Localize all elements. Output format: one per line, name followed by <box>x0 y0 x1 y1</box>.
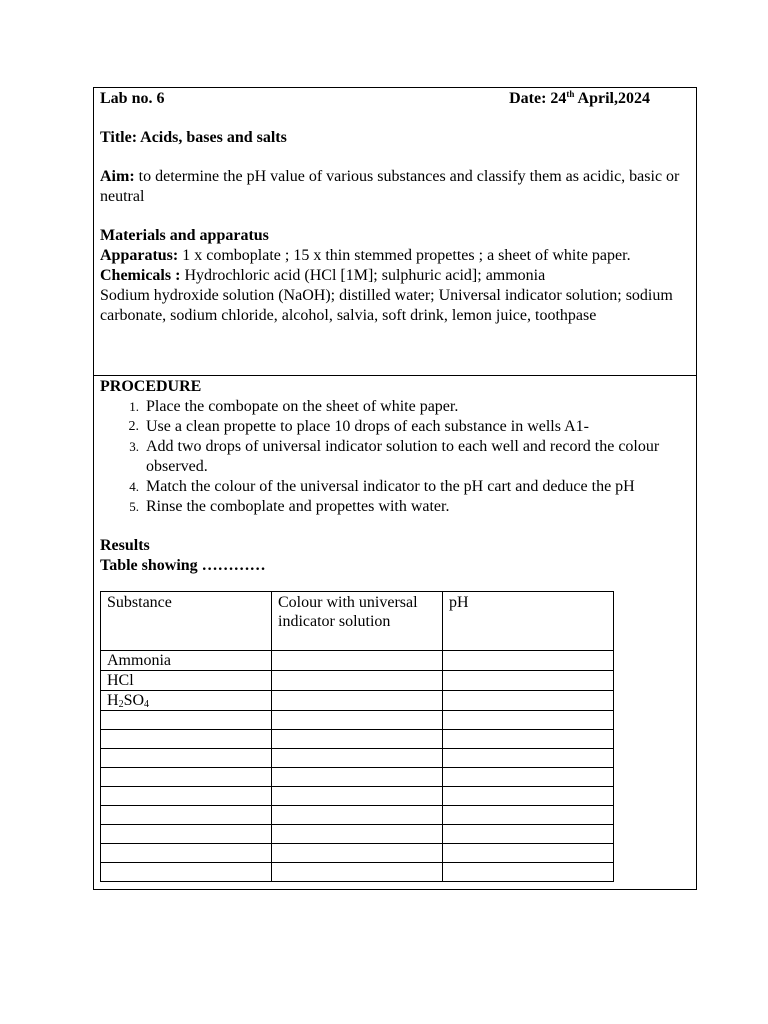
lab-number: Lab no. 6 <box>100 90 165 107</box>
table-header-row <box>101 592 614 651</box>
table-row <box>101 711 614 730</box>
table-row <box>101 806 614 825</box>
substance-cell[interactable] <box>101 749 272 768</box>
procedure-step: 5. Rinse the comboplate and propettes with water. <box>129 498 450 515</box>
chemicals-list: Sodium hydroxide solution (NaOH); distilled water; Universal indicator solution; sodium carbonate, sodium chloride, alcohol, salvia, soft drink, lemon juice, toothpase <box>100 287 673 324</box>
ph-cell[interactable] <box>443 749 614 768</box>
aim: Aim: to determine the pH value of various substances and classify them as acidic, basic or neutral <box>100 168 680 205</box>
colour-cell[interactable] <box>272 825 443 844</box>
table-row <box>101 691 614 711</box>
table-caption: Table showing ………… <box>100 557 266 574</box>
colour-cell[interactable] <box>272 671 443 691</box>
colour-cell[interactable] <box>272 691 443 711</box>
table-row <box>101 651 614 671</box>
column-header-substance: Substance <box>101 592 272 651</box>
lab-header <box>100 89 690 109</box>
ph-cell[interactable] <box>443 730 614 749</box>
substance-cell[interactable] <box>101 711 272 730</box>
apparatus: Apparatus: 1 x comboplate ; 15 x thin stemmed propettes ; a sheet of white paper. <box>100 247 631 264</box>
colour-cell[interactable] <box>272 844 443 863</box>
lab-info-section <box>94 88 696 376</box>
materials-heading: Materials and apparatus <box>100 227 269 244</box>
table-row <box>101 825 614 844</box>
ph-cell[interactable] <box>443 863 614 882</box>
table-row <box>101 671 614 691</box>
ph-cell[interactable] <box>443 651 614 671</box>
colour-cell[interactable] <box>272 806 443 825</box>
column-header-colour: Colour with universal indicator solution <box>272 592 443 651</box>
ph-cell[interactable] <box>443 825 614 844</box>
table-row <box>101 844 614 863</box>
lab-title: Title: Acids, bases and salts <box>100 129 287 146</box>
ph-cell[interactable] <box>443 844 614 863</box>
colour-cell[interactable] <box>272 749 443 768</box>
table-row <box>101 730 614 749</box>
procedure-steps <box>100 397 696 517</box>
chemicals: Chemicals : Hydrochloric acid (HCl [1M]; sulphuric acid]; ammonia <box>100 267 546 284</box>
substance-cell[interactable] <box>101 730 272 749</box>
ph-cell[interactable] <box>443 806 614 825</box>
table-row <box>101 749 614 768</box>
ph-cell[interactable] <box>443 768 614 787</box>
procedure-step: 4. Match the colour of the universal indicator to the pH cart and deduce the pH <box>129 478 635 495</box>
procedure-step: 3. Add two drops of universal indicator solution to each well and record the colour observed. <box>129 438 660 475</box>
procedure-step: 1. Place the combopate on the sheet of white paper. <box>129 398 459 415</box>
ph-cell[interactable] <box>443 711 614 730</box>
lab-date: Date: 24th April,2024 <box>509 89 650 107</box>
ph-cell[interactable] <box>443 691 614 711</box>
substance-cell[interactable] <box>101 787 272 806</box>
colour-cell[interactable] <box>272 787 443 806</box>
colour-cell[interactable] <box>272 730 443 749</box>
substance-cell: Ammonia <box>101 651 272 671</box>
procedure-heading: PROCEDURE <box>100 378 202 395</box>
substance-cell[interactable] <box>101 768 272 787</box>
results-table <box>100 591 614 882</box>
lab-sheet <box>93 87 697 890</box>
ph-cell[interactable] <box>443 787 614 806</box>
substance-cell[interactable] <box>101 844 272 863</box>
substance-cell: $H_2SO_4$ <box>101 691 272 711</box>
colour-cell[interactable] <box>272 863 443 882</box>
substance-cell[interactable] <box>101 825 272 844</box>
colour-cell[interactable] <box>272 768 443 787</box>
ph-cell[interactable] <box>443 671 614 691</box>
colour-cell[interactable] <box>272 711 443 730</box>
substance-cell: HCl <box>101 671 272 691</box>
table-row <box>101 768 614 787</box>
table-row <box>101 863 614 882</box>
column-header-ph: pH <box>443 592 614 651</box>
table-row <box>101 787 614 806</box>
procedure-section <box>94 376 696 889</box>
substance-cell[interactable] <box>101 806 272 825</box>
procedure-step: 2. Use a clean propette to place 10 drops of each substance in wells A1- <box>128 418 589 435</box>
results-heading: Results <box>100 537 150 554</box>
colour-cell[interactable] <box>272 651 443 671</box>
substance-cell[interactable] <box>101 863 272 882</box>
